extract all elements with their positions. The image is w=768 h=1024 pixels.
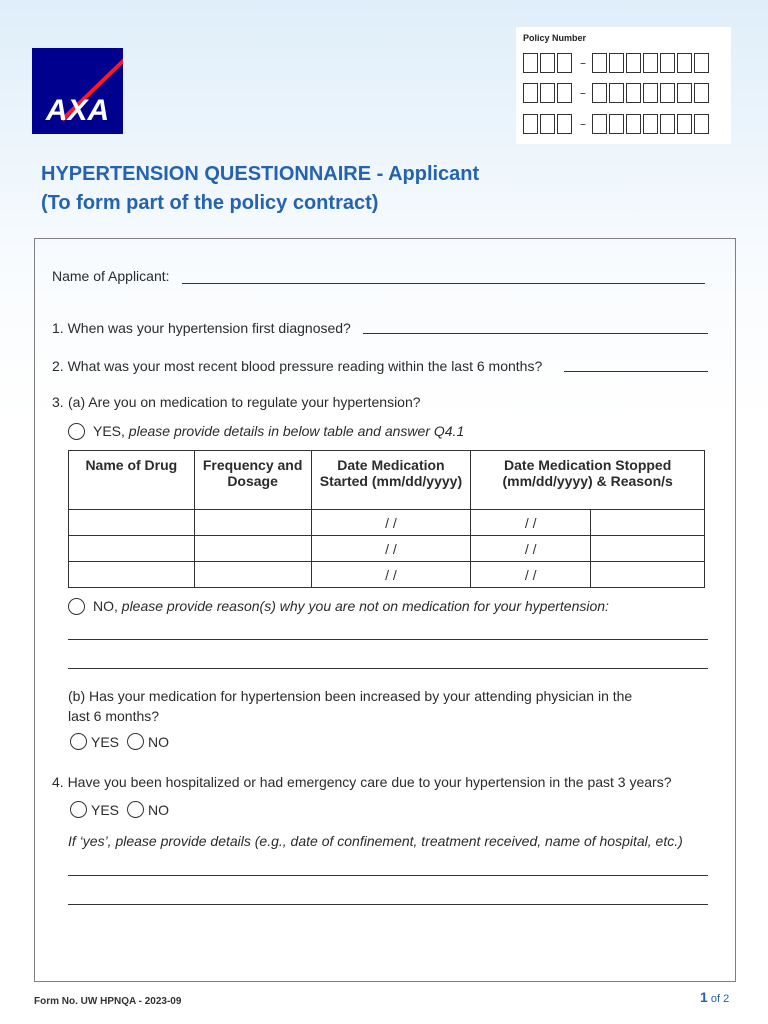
table-row bbox=[69, 510, 705, 536]
q1-answer-field[interactable] bbox=[363, 333, 708, 334]
policy-digit-cell[interactable] bbox=[626, 83, 641, 103]
policy-digit-cell[interactable] bbox=[660, 114, 675, 134]
policy-digit-cell[interactable] bbox=[609, 114, 624, 134]
policy-digit-cell[interactable] bbox=[643, 114, 658, 134]
q4-no-label: NO bbox=[148, 802, 169, 818]
form-number: Form No. UW HPNQA - 2023-09 bbox=[34, 996, 182, 1007]
drug-name-cell[interactable] bbox=[69, 536, 195, 562]
drug-name-cell[interactable] bbox=[69, 510, 195, 536]
q3a-no-radio[interactable] bbox=[68, 598, 85, 615]
policy-digit-cell[interactable] bbox=[592, 53, 607, 73]
logo-text: AXA bbox=[45, 94, 110, 127]
policy-dash: – bbox=[580, 56, 586, 70]
question-1: 1. When was your hypertension first diagnosed? bbox=[52, 320, 351, 336]
policy-digit-cell[interactable] bbox=[523, 53, 538, 73]
policy-digit-cell[interactable] bbox=[523, 83, 538, 103]
question-2: 2. What was your most recent blood pressure reading within the last 6 months? bbox=[52, 358, 543, 374]
policy-digit-cell[interactable] bbox=[523, 114, 538, 134]
policy-digit-cell[interactable] bbox=[626, 114, 641, 134]
reason-cell[interactable] bbox=[591, 536, 705, 562]
col-header-frequency-dosage bbox=[194, 451, 311, 510]
q4-yes-radio[interactable] bbox=[70, 801, 87, 818]
policy-digit-cell[interactable] bbox=[557, 83, 572, 103]
policy-digit-cell[interactable] bbox=[660, 53, 675, 73]
q3a-yes-option bbox=[93, 423, 464, 439]
date-stopped-cell[interactable]: / / bbox=[471, 536, 591, 562]
q4-details-instruction: If ‘yes’, please provide details (e.g., date of confinement, treatment received, name of hospital, etc.) bbox=[68, 833, 683, 849]
col-header-date-stopped-text: Date Medication Stopped (mm/dd/yyyy) & Reason/s bbox=[502, 457, 673, 489]
col-header-drug-name: Name of Drug bbox=[69, 451, 195, 510]
question-4: 4. Have you been hospitalized or had emergency care due to your hypertension in the past 3 years? bbox=[52, 774, 672, 790]
policy-digit-cell[interactable] bbox=[592, 83, 607, 103]
question-3b-line1: (b) Has your medication for hypertension been increased by your attending physician in the bbox=[68, 688, 633, 704]
policy-digit-cell[interactable] bbox=[540, 53, 555, 73]
q3b-no-label: NO bbox=[148, 734, 169, 750]
q3a-yes-radio[interactable] bbox=[68, 423, 85, 440]
q3b-no-radio[interactable] bbox=[127, 733, 144, 750]
page-indicator bbox=[700, 989, 729, 1005]
date-started-cell[interactable]: / / bbox=[311, 562, 471, 588]
no-reason-line-2[interactable] bbox=[68, 668, 708, 669]
drug-name-cell[interactable] bbox=[69, 562, 195, 588]
q3a-no-option bbox=[93, 598, 609, 614]
frequency-cell[interactable] bbox=[194, 510, 311, 536]
page-current: 1 bbox=[700, 989, 708, 1005]
policy-dash: – bbox=[580, 117, 586, 131]
policy-number-row bbox=[523, 51, 711, 75]
table-row bbox=[69, 562, 705, 588]
col-header-frequency-text: Frequency and Dosage bbox=[202, 457, 303, 489]
policy-number-box bbox=[516, 27, 731, 144]
policy-digit-cell[interactable] bbox=[643, 53, 658, 73]
q2-answer-field[interactable] bbox=[564, 371, 708, 372]
policy-digit-cell[interactable] bbox=[609, 83, 624, 103]
policy-digit-cell[interactable] bbox=[540, 83, 555, 103]
applicant-name-label: Name of Applicant: bbox=[52, 268, 170, 284]
policy-digit-cell[interactable] bbox=[694, 114, 709, 134]
policy-digit-cell[interactable] bbox=[660, 83, 675, 103]
policy-digit-cell[interactable] bbox=[677, 53, 692, 73]
date-stopped-cell[interactable]: / / bbox=[471, 510, 591, 536]
policy-digit-cell[interactable] bbox=[694, 53, 709, 73]
question-3b-line2: last 6 months? bbox=[68, 708, 160, 724]
policy-digit-cell[interactable] bbox=[626, 53, 641, 73]
policy-digit-cell[interactable] bbox=[557, 114, 572, 134]
q3a-no-instruction: please provide reason(s) why you are not on medication for your hypertension: bbox=[121, 598, 609, 614]
policy-dash: – bbox=[580, 86, 586, 100]
policy-digit-cell[interactable] bbox=[694, 83, 709, 103]
q4-details-line-2[interactable] bbox=[68, 904, 708, 905]
medication-table bbox=[68, 450, 705, 588]
frequency-cell[interactable] bbox=[194, 562, 311, 588]
q3a-no-prefix: NO, bbox=[93, 598, 118, 614]
axa-logo bbox=[32, 48, 123, 134]
table-header-row bbox=[69, 451, 705, 510]
no-reason-line-1[interactable] bbox=[68, 639, 708, 640]
q3a-yes-instruction: please provide details in below table and answer Q4.1 bbox=[128, 423, 465, 439]
col-header-date-started-text: Date Medication Started (mm/dd/yyyy) bbox=[319, 457, 463, 489]
date-stopped-cell[interactable]: / / bbox=[471, 562, 591, 588]
policy-digit-cell[interactable] bbox=[540, 114, 555, 134]
policy-number-row bbox=[523, 112, 711, 136]
form-title: HYPERTENSION QUESTIONNAIRE - Applicant bbox=[41, 163, 480, 185]
date-started-cell[interactable]: / / bbox=[311, 536, 471, 562]
applicant-name-field[interactable] bbox=[182, 283, 705, 284]
reason-cell[interactable] bbox=[591, 562, 705, 588]
policy-digit-cell[interactable] bbox=[677, 83, 692, 103]
policy-digit-cell[interactable] bbox=[609, 53, 624, 73]
question-3a: (a) Are you on medication to regulate your hypertension? bbox=[68, 394, 421, 410]
frequency-cell[interactable] bbox=[194, 536, 311, 562]
q4-details-line-1[interactable] bbox=[68, 875, 708, 876]
q4-yes-label: YES bbox=[91, 802, 120, 818]
page-total: of 2 bbox=[710, 993, 730, 1005]
q4-no-radio[interactable] bbox=[127, 801, 144, 818]
col-header-date-started bbox=[311, 451, 471, 510]
q3a-yes-prefix: YES, bbox=[93, 423, 125, 439]
q3b-yes-radio[interactable] bbox=[70, 733, 87, 750]
q3b-yes-label: YES bbox=[91, 734, 120, 750]
date-started-cell[interactable]: / / bbox=[311, 510, 471, 536]
reason-cell[interactable] bbox=[591, 510, 705, 536]
table-row bbox=[69, 536, 705, 562]
policy-number-label: Policy Number bbox=[523, 33, 587, 43]
form-subtitle: (To form part of the policy contract) bbox=[41, 192, 379, 214]
policy-digit-cell[interactable] bbox=[643, 83, 658, 103]
question-3-number: 3. bbox=[52, 394, 64, 410]
policy-number-row bbox=[523, 81, 711, 105]
policy-digit-cell[interactable] bbox=[557, 53, 572, 73]
col-header-date-stopped bbox=[471, 451, 705, 510]
policy-digit-cell[interactable] bbox=[677, 114, 692, 134]
policy-digit-cell[interactable] bbox=[592, 114, 607, 134]
